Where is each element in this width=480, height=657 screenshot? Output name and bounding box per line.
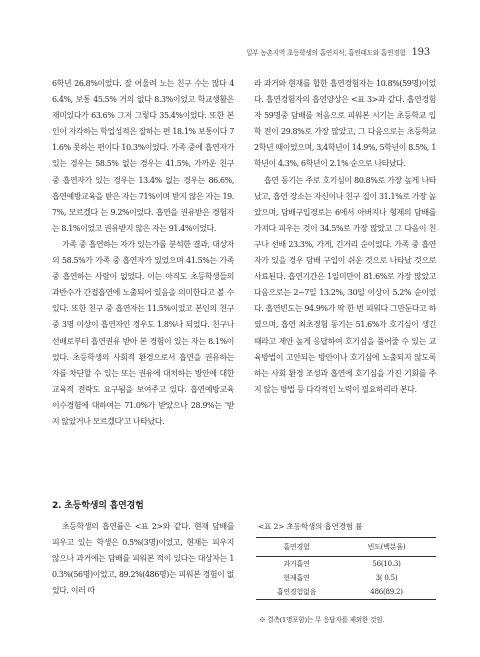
table-header-cell: 흡연경험 <box>256 538 337 557</box>
table-cell: 3( 0.5) <box>375 574 398 582</box>
page-number: 193 <box>411 47 430 58</box>
smoking-experience-table <box>256 537 436 600</box>
table-header-cell: 빈도(백분율) <box>337 538 436 557</box>
table-cell: 과거흡연 <box>283 560 310 568</box>
table-caption: <표 2> 초등학생의 흡연경험 률 <box>258 522 363 531</box>
running-title: 일부 농촌지역 초등학생의 흡연지식, 흡연태도와 흡연경험 <box>246 49 406 57</box>
body-paragraph: 흡연 동기는 주로 호기심이 80.8%로 가장 높게 나타났고, 흡연 장소는 자신이나 친구 집이 31.1%로 가장 높았으며, 담배구입경로는 6에서 아버지나 형제의 담배를 가져다 피우는 것이 34.5%로 가장 많았고 그 다음이 친구나 선배 23.3%, 가게, 긴거리 순이었다. 가족 중 흡연자가 있을 경우 담배 구입이 쉬운 것으로 나타났 것으로 사료된다. 흡연기간은 1일미만이 81.6%로 가장 많았고 다음으로는 2~7일 13.2%, 30일 이상이 5.2% 순이었다. 흡연빈도는 94.9%가 딱 한 번 피워다 그만둔다고 하였으며, 흡연 최초경험 동기는 51.6%가 호기심이 생긴 때라고 제안 높게 응답하여 호기심을 풀어줄 수 있는 교육방법이 고안되는 방안이나 호기심에 노출되지 않도록 하는 사회 환경 조성과 흡연에 호기심을 가진 기회를 주지 않는 방법 등 다각적인 노력이 필요하리라 본다. <box>254 175 436 394</box>
section-heading: 2. 초등학생의 흡연경험 <box>52 501 144 511</box>
table-row <box>256 585 436 600</box>
left-column <box>52 76 234 430</box>
table-row <box>256 571 436 585</box>
table-cell: 56(10.3) <box>372 560 401 568</box>
section-body <box>52 519 234 599</box>
table-footnote: ※ 결측(1명포함)는 무 응답자를 제외한 것임. <box>259 616 385 624</box>
right-column <box>254 76 436 398</box>
table-cell: 흡연경험없음 <box>256 585 337 600</box>
table-cell: 현재흡연 <box>283 574 310 582</box>
body-paragraph: 가족 중 흡연하는 자가 있는가를 분석한 결과, 대상자의 58.5%가 가족 중 흡연자가 있었으며 41.5%는 가족 중 흡연하는 사람이 없었다. 이는 아직도 초등학생들의 과반수가 간접흡연에 노출되어 있음을 의미한다고 볼 수 있다. 또한 친구 중 흡연자는 11.5%이었고 본인의 친구 중 3명 이상이 흡연자인 경우도 1.8%나 되었다. 친구나 선배로부터 흡연권유 받아 본 경험이 있는 자는 8.1%이었다. 초등학생의 사회적 환경으로서 흡연을 권유하는 자를 차단할 수 있는 또는 권유에 대처하는 방안에 대한 교육적 전략도 요구됨을 보여주고 있다. 흡연예방교육 이수경험에 대하여는 71.0%가 받았으나 28.9%는 '받지 않았거나 모르겠다'고 나타났다. <box>52 239 234 426</box>
table-header-row <box>256 538 436 557</box>
body-paragraph: 6학년 26.8%이었다. 잘 어울려 노는 친구 수는 많다 46.4%, 보통 45.5% 거의 없다 8.3%이었고 학교생활은 재미있다가 63.6% 그저 그렇다 35.4%이었다. 또한 본인이 자각하는 학업성적은 잘하는 편 18.1% 보통이다 71.6% 못하는 편이다 10.3%이었다. 가족 중에 흡연자가 있는 경우는 58.5% 없는 경우는 41.5%, 가까운 친구 중 흡연자가 있는 경우는 13.4% 없는 경우는 86.6%, 흡연예방교육을 받은 자는 71%이며 받지 않은 자는 19.7%, 모르겠다 는 9.2%이었다. 흡연을 권유받은 경험자는 8.1%이었고 권유받지 않은 자는 91.4%이었다. <box>52 79 234 233</box>
body-paragraph: 라 과거와 현재를 합한 흡연경험자는 10.8%(59명)이었다. 흡연경험자의 흡연양상은 <표 3>과 같다. 흡연경험자 59명중 담배를 처음으로 피워본 시기는 초등학교 입학 전이 29.8%로 가장 많았고, 그 다음으로는 초등학교 2학년 때이었으며, 3,4학년이 14.9%, 5학년이 8.5%, 1학년이 4.3%, 6학년이 2.1% 순으로 나타났다. <box>254 79 436 169</box>
body-paragraph: 초등학생의 흡연률은 <표 2>와 같다. 현재 담배를 피우고 있는 학생은 0.5%(3명)이었고, 현재는 피우지 않으나 과거에는 담배를 피워본 적이 있다는 대상자는 10.3%(56명)이었고, 89.2%(486명)는 피워본 경험이 없었다. 이러 따 <box>52 522 234 596</box>
table-row <box>256 557 436 572</box>
running-header <box>224 47 430 58</box>
table-cell: 486(89.2) <box>337 585 436 600</box>
